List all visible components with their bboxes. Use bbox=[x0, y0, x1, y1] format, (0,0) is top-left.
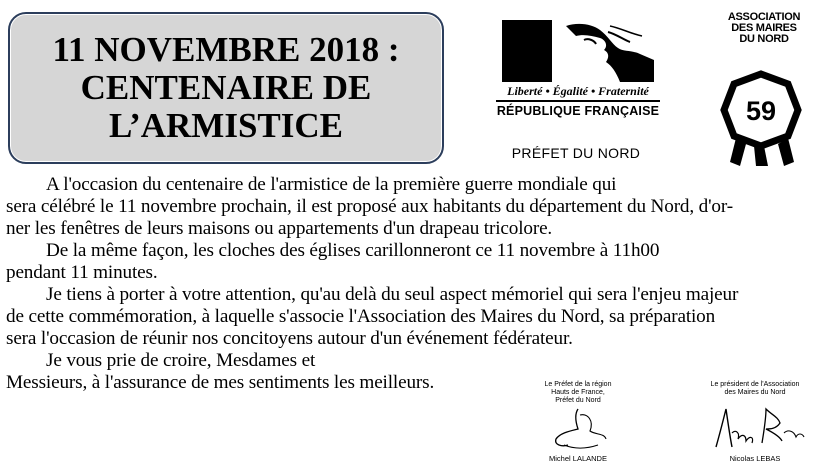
president-sig-title-1: Le président de l'Association bbox=[710, 381, 800, 388]
body-line-3: ner les fenêtres de leurs maisons ou appartements d'un drapeau tricolore. bbox=[6, 218, 553, 239]
body-line-7: de cette commémoration, à laquelle s'associe l'Association des Maires du Nord, sa préparation bbox=[6, 306, 716, 327]
republique-francaise-logo bbox=[496, 20, 660, 130]
association-line-3: DU NORD bbox=[739, 33, 789, 45]
president-signature-block bbox=[700, 381, 810, 465]
prefet-sig-name: Michel LALANDE bbox=[549, 454, 607, 463]
body-line-1: A l'occasion du centenaire de l'armistice de la première guerre mondiale qui bbox=[46, 174, 617, 195]
prefet-signature-block bbox=[530, 381, 626, 465]
body-line-4: De la même façon, les cloches des églises carillonneront ce 11 novembre à 11h00 bbox=[46, 240, 660, 261]
prefet-sig-title-1: Le Préfet de la région bbox=[544, 381, 612, 388]
association-emblem-number: 59 bbox=[745, 96, 777, 126]
body-line-8: sera l'occasion de réunir nos concitoyens autour d'un événement fédérateur. bbox=[6, 328, 573, 349]
body-line-2: sera célébré le 11 novembre prochain, il est proposé aux habitants du département du Nord, d'or- bbox=[6, 196, 733, 217]
prefet-handwritten-signature bbox=[544, 405, 616, 453]
association-title bbox=[718, 12, 810, 45]
marianne-emblem-icon bbox=[500, 20, 656, 82]
prefet-sig-title-3: Préfet du Nord bbox=[555, 397, 601, 404]
association-line-2: DES MAIRES bbox=[731, 22, 797, 34]
republic-motto: Liberté • Égalité • Fraternité bbox=[496, 84, 660, 102]
president-handwritten-signature bbox=[706, 403, 806, 453]
letter-body bbox=[6, 174, 812, 394]
prefet-sig-title-2: Hauts de France, bbox=[551, 389, 605, 396]
title-line-3: L’ARMISTICE bbox=[108, 106, 344, 145]
title-line-1: 11 NOVEMBRE 2018 : bbox=[52, 30, 400, 69]
prefet-label: PRÉFET DU NORD bbox=[511, 145, 641, 161]
title-box bbox=[8, 12, 444, 164]
body-line-6: Je tiens à porter à votre attention, qu'au delà du seul aspect mémoriel qui sera l'enjeu majeur bbox=[46, 284, 739, 305]
association-59-emblem-icon bbox=[718, 70, 804, 168]
president-sig-name: Nicolas LEBAS bbox=[729, 454, 781, 463]
president-sig-title-2: des Maires du Nord bbox=[724, 389, 786, 396]
republic-name: RÉPUBLIQUE FRANÇAISE bbox=[496, 104, 660, 118]
title-line-2: CENTENAIRE DE bbox=[80, 68, 372, 107]
body-line-5: pendant 11 minutes. bbox=[6, 262, 158, 283]
body-line-10: Messieurs, à l'assurance de mes sentiments les meilleurs. bbox=[6, 372, 435, 393]
body-line-9: Je vous prie de croire, Mesdames et bbox=[46, 350, 316, 371]
association-line-1: ASSOCIATION bbox=[727, 11, 801, 23]
